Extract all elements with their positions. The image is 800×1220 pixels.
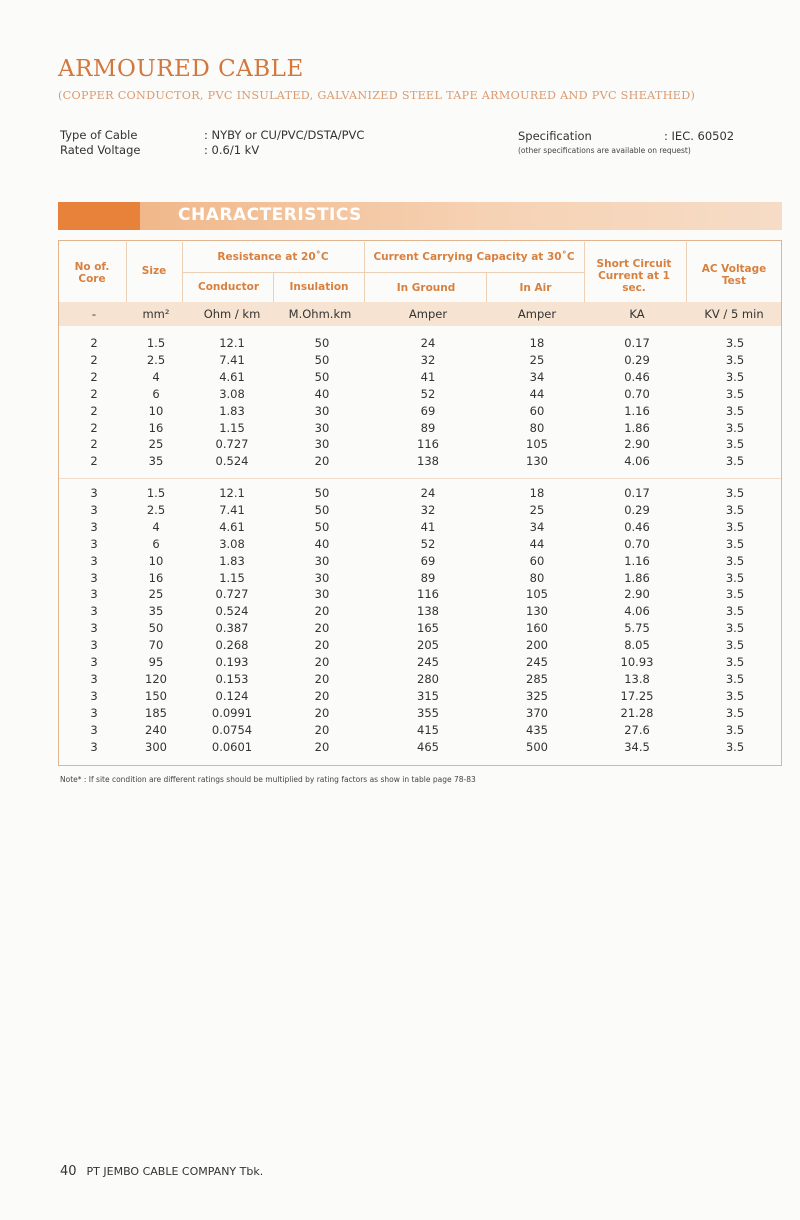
- cell-in-ground: 24: [420, 336, 436, 350]
- cell-size: 35: [148, 604, 164, 619]
- cell-in-ground: 69: [420, 403, 436, 418]
- cell-in-air: 60: [529, 403, 545, 418]
- cell-in-ground: 355: [417, 705, 439, 720]
- cell-insulation: 50: [314, 369, 330, 384]
- cell-no-core: 3: [90, 671, 98, 686]
- cell-ac-voltage: 3.5: [725, 502, 745, 517]
- cell-short-circuit: 5.75: [624, 621, 650, 636]
- cell-short-circuit: 1.16: [624, 553, 650, 568]
- cell-no-core: 2: [90, 454, 98, 469]
- cell-insulation: 40: [314, 536, 330, 551]
- cell-size: 95: [148, 655, 164, 669]
- cell-in-ground: 32: [420, 502, 436, 517]
- page-footer: [60, 1164, 263, 1179]
- cell-in-ground: 52: [420, 386, 436, 401]
- cell-short-circuit: 0.17: [624, 486, 650, 500]
- cell-size: 1.5: [146, 336, 166, 350]
- cell-conductor: 4.61: [219, 519, 245, 534]
- cell-conductor: 0.193: [215, 655, 249, 669]
- cell-short-circuit: 1.86: [624, 570, 650, 585]
- cell-conductor: 7.41: [219, 352, 245, 367]
- cell-no-core: 3: [90, 587, 98, 602]
- unit-ac-voltage: KV / 5 min: [704, 307, 764, 321]
- cell-conductor: 1.15: [219, 420, 245, 435]
- cell-conductor: 0.524: [215, 604, 249, 619]
- cell-no-core: 3: [90, 638, 98, 653]
- cell-in-ground: 32: [420, 352, 436, 367]
- unit-in-air: Amper: [517, 307, 557, 321]
- cell-size: 4: [152, 519, 160, 534]
- cell-short-circuit: 27.6: [624, 722, 650, 737]
- cell-insulation: 30: [314, 403, 330, 418]
- cell-no-core: 3: [90, 486, 98, 500]
- unit-conductor: Ohm / km: [203, 307, 261, 321]
- cell-no-core: 2: [90, 386, 98, 401]
- unit-insulation: M.Ohm.km: [288, 307, 352, 321]
- cell-size: 1.5: [146, 486, 166, 500]
- cell-insulation: 50: [314, 336, 330, 350]
- cell-in-air: 160: [526, 621, 548, 636]
- cell-short-circuit: 4.06: [624, 454, 650, 469]
- cell-in-ground: 465: [417, 739, 439, 754]
- cell-size: 70: [148, 638, 164, 653]
- cell-ac-voltage: 3.5: [725, 688, 745, 703]
- cell-in-ground: 245: [417, 655, 439, 669]
- cell-no-core: 3: [90, 519, 98, 534]
- cell-short-circuit: 2.90: [624, 587, 650, 602]
- cell-ac-voltage: 3.5: [725, 352, 745, 367]
- cell-in-air: 500: [526, 739, 548, 754]
- cell-size: 150: [145, 688, 167, 703]
- cell-ac-voltage: 3.5: [725, 486, 745, 500]
- type-of-cable-label: Type of Cable: [60, 128, 138, 142]
- cell-short-circuit: 2.90: [624, 437, 650, 452]
- header-size: Size: [141, 265, 167, 277]
- cell-size: 25: [148, 587, 164, 602]
- cell-conductor: 4.61: [219, 369, 245, 384]
- cell-ac-voltage: 3.5: [725, 454, 745, 469]
- cell-in-air: 245: [526, 655, 548, 669]
- cell-no-core: 3: [90, 739, 98, 754]
- cell-in-air: 285: [526, 671, 548, 686]
- cell-conductor: 0.387: [215, 621, 249, 636]
- cell-short-circuit: 34.5: [624, 739, 650, 754]
- characteristics-banner: [58, 202, 782, 230]
- cell-no-core: 2: [90, 420, 98, 435]
- cell-ac-voltage: 3.5: [725, 553, 745, 568]
- cell-short-circuit: 1.16: [624, 403, 650, 418]
- cell-short-circuit: 10.93: [620, 655, 654, 669]
- cell-conductor: 0.0601: [211, 739, 253, 754]
- specification-note: (other specifications are available on request): [518, 146, 691, 155]
- cell-no-core: 3: [90, 553, 98, 568]
- cell-conductor: 12.1: [219, 336, 245, 350]
- unit-size: mm²: [142, 307, 170, 321]
- cell-size: 16: [148, 420, 164, 435]
- cell-no-core: 3: [90, 722, 98, 737]
- cell-short-circuit: 21.28: [620, 705, 654, 720]
- cell-insulation: 50: [314, 519, 330, 534]
- cell-in-air: 60: [529, 553, 545, 568]
- cell-short-circuit: 0.70: [624, 386, 650, 401]
- cell-conductor: 0.0991: [211, 705, 253, 720]
- cell-ac-voltage: 3.5: [725, 604, 745, 619]
- cell-conductor: 0.124: [215, 688, 249, 703]
- cell-insulation: 20: [314, 655, 330, 669]
- header-current-capacity: Current Carrying Capacity at 30˚C: [373, 251, 575, 263]
- cell-insulation: 20: [314, 705, 330, 720]
- cell-in-air: 44: [529, 386, 545, 401]
- cell-no-core: 3: [90, 621, 98, 636]
- cell-conductor: 0.268: [215, 638, 249, 653]
- cell-size: 4: [152, 369, 160, 384]
- cell-in-ground: 415: [417, 722, 439, 737]
- cell-in-ground: 116: [417, 437, 439, 452]
- cell-in-air: 44: [529, 536, 545, 551]
- cell-size: 2.5: [146, 502, 166, 517]
- cell-ac-voltage: 3.5: [725, 671, 745, 686]
- cell-insulation: 20: [314, 604, 330, 619]
- cell-conductor: 0.727: [215, 437, 249, 452]
- cell-no-core: 3: [90, 536, 98, 551]
- cell-ac-voltage: 3.5: [725, 739, 745, 754]
- cell-short-circuit: 17.25: [620, 688, 654, 703]
- cell-insulation: 30: [314, 437, 330, 452]
- cell-size: 2.5: [146, 352, 166, 367]
- cell-ac-voltage: 3.5: [725, 536, 745, 551]
- cell-ac-voltage: 3.5: [725, 437, 745, 452]
- page-subtitle: (COPPER CONDUCTOR, PVC INSULATED, GALVANIZED STEEL TAPE ARMOURED AND PVC SHEATHED): [58, 89, 696, 102]
- page-title: ARMOURED CABLE: [58, 56, 304, 82]
- cell-in-air: 325: [526, 688, 548, 703]
- cell-in-ground: 138: [417, 454, 439, 469]
- cell-insulation: 30: [314, 570, 330, 585]
- column-divider: [686, 242, 687, 302]
- cell-in-air: 370: [526, 705, 548, 720]
- cell-conductor: 3.08: [219, 536, 245, 551]
- cell-conductor: 0.524: [215, 454, 249, 469]
- cell-no-core: 3: [90, 705, 98, 720]
- cell-insulation: 50: [314, 352, 330, 367]
- cell-ac-voltage: 3.5: [725, 621, 745, 636]
- cell-in-ground: 52: [420, 536, 436, 551]
- cell-in-air: 34: [529, 519, 545, 534]
- header-in-air: In Air: [519, 282, 552, 294]
- cell-ac-voltage: 3.5: [725, 655, 745, 669]
- cell-ac-voltage: 3.5: [725, 705, 745, 720]
- cell-in-air: 18: [529, 486, 545, 500]
- cell-in-ground: 69: [420, 553, 436, 568]
- cell-insulation: 20: [314, 621, 330, 636]
- header-short-circuit: Short Circuit Current at 1 sec.: [596, 258, 672, 294]
- specification-label: Specification: [518, 129, 592, 143]
- cell-insulation: 20: [314, 722, 330, 737]
- unit-in-ground: Amper: [408, 307, 448, 321]
- cell-in-air: 80: [529, 420, 545, 435]
- cell-short-circuit: 0.29: [624, 352, 650, 367]
- cell-ac-voltage: 3.5: [725, 519, 745, 534]
- header-ac-voltage: AC Voltage Test: [701, 263, 767, 287]
- cell-short-circuit: 0.17: [624, 336, 650, 350]
- cell-ac-voltage: 3.5: [725, 336, 745, 350]
- cell-conductor: 0.153: [215, 671, 249, 686]
- cell-ac-voltage: 3.5: [725, 369, 745, 384]
- cell-no-core: 3: [90, 502, 98, 517]
- cell-in-air: 25: [529, 352, 545, 367]
- cell-in-air: 105: [526, 437, 548, 452]
- rated-voltage-label: Rated Voltage: [60, 143, 141, 157]
- cell-ac-voltage: 3.5: [725, 638, 745, 653]
- cell-size: 10: [148, 403, 164, 418]
- company-name: PT JEMBO CABLE COMPANY Tbk.: [86, 1165, 264, 1178]
- cell-in-ground: 205: [417, 638, 439, 653]
- unit-no-core: -: [91, 307, 97, 321]
- cell-in-air: 18: [529, 336, 545, 350]
- cell-in-ground: 280: [417, 671, 439, 686]
- column-divider: [126, 242, 127, 302]
- header-conductor: Conductor: [197, 281, 260, 293]
- cell-insulation: 20: [314, 671, 330, 686]
- cell-conductor: 3.08: [219, 386, 245, 401]
- cell-insulation: 50: [314, 486, 330, 500]
- header-resistance: Resistance at 20˚C: [217, 251, 329, 263]
- cell-in-air: 130: [526, 454, 548, 469]
- cell-short-circuit: 13.8: [624, 671, 650, 686]
- cell-insulation: 30: [314, 553, 330, 568]
- cell-no-core: 3: [90, 604, 98, 619]
- cell-ac-voltage: 3.5: [725, 420, 745, 435]
- cell-in-ground: 41: [420, 369, 436, 384]
- cell-short-circuit: 8.05: [624, 638, 650, 653]
- column-divider: [584, 242, 585, 302]
- cell-in-ground: 89: [420, 420, 436, 435]
- banner-label: CHARACTERISTICS: [178, 205, 362, 225]
- cell-in-ground: 89: [420, 570, 436, 585]
- cell-in-air: 435: [526, 722, 548, 737]
- unit-short-circuit: KA: [629, 307, 645, 321]
- cell-in-air: 130: [526, 604, 548, 619]
- cell-in-air: 105: [526, 587, 548, 602]
- cell-short-circuit: 1.86: [624, 420, 650, 435]
- cell-conductor: 1.83: [219, 403, 245, 418]
- cell-insulation: 50: [314, 502, 330, 517]
- cell-size: 25: [148, 437, 164, 452]
- cell-insulation: 20: [314, 638, 330, 653]
- cell-size: 120: [145, 671, 167, 686]
- cell-ac-voltage: 3.5: [725, 587, 745, 602]
- cell-no-core: 3: [90, 570, 98, 585]
- cell-ac-voltage: 3.5: [725, 570, 745, 585]
- group-separator: [59, 478, 781, 479]
- cell-in-ground: 315: [417, 688, 439, 703]
- cell-in-ground: 24: [420, 486, 436, 500]
- rated-voltage-value: : 0.6/1 kV: [204, 143, 260, 157]
- cell-no-core: 2: [90, 403, 98, 418]
- cell-no-core: 2: [90, 336, 98, 350]
- cell-conductor: 1.83: [219, 553, 245, 568]
- cell-size: 240: [145, 722, 167, 737]
- specification-value: : IEC. 60502: [664, 129, 735, 143]
- page-number: 40: [60, 1164, 77, 1179]
- cell-in-air: 34: [529, 369, 545, 384]
- cell-size: 6: [152, 386, 160, 401]
- cell-ac-voltage: 3.5: [725, 386, 745, 401]
- cell-short-circuit: 0.29: [624, 502, 650, 517]
- header-in-ground: In Ground: [396, 282, 456, 294]
- cell-insulation: 40: [314, 386, 330, 401]
- cell-ac-voltage: 3.5: [725, 722, 745, 737]
- cell-conductor: 1.15: [219, 570, 245, 585]
- cell-size: 16: [148, 570, 164, 585]
- cell-size: 6: [152, 536, 160, 551]
- header-subdivider: [182, 272, 584, 273]
- cell-no-core: 3: [90, 655, 98, 669]
- cell-in-air: 80: [529, 570, 545, 585]
- cell-short-circuit: 0.70: [624, 536, 650, 551]
- cell-conductor: 0.0754: [211, 722, 253, 737]
- cell-short-circuit: 4.06: [624, 604, 650, 619]
- cell-in-ground: 138: [417, 604, 439, 619]
- cell-no-core: 2: [90, 369, 98, 384]
- cell-insulation: 30: [314, 420, 330, 435]
- cell-in-ground: 165: [417, 621, 439, 636]
- cell-conductor: 0.727: [215, 587, 249, 602]
- cell-short-circuit: 0.46: [624, 519, 650, 534]
- type-of-cable-value: : NYBY or CU/PVC/DSTA/PVC: [204, 128, 365, 142]
- cell-in-ground: 116: [417, 587, 439, 602]
- cell-ac-voltage: 3.5: [725, 403, 745, 418]
- cell-insulation: 20: [314, 454, 330, 469]
- cell-insulation: 20: [314, 688, 330, 703]
- cell-no-core: 2: [90, 352, 98, 367]
- cell-no-core: 3: [90, 688, 98, 703]
- cell-in-ground: 41: [420, 519, 436, 534]
- header-insulation: Insulation: [289, 281, 349, 293]
- table-note: Note* : If site condition are different ratings should be multiplied by rating factors as show in table page 78-83: [60, 775, 476, 784]
- header-no-core: No of. Core: [74, 261, 110, 285]
- cell-in-air: 25: [529, 502, 545, 517]
- cell-in-air: 200: [526, 638, 548, 653]
- cell-conductor: 12.1: [219, 486, 245, 500]
- cell-size: 300: [145, 739, 167, 754]
- cell-insulation: 30: [314, 587, 330, 602]
- banner-accent-block: [58, 202, 140, 230]
- cell-size: 185: [145, 705, 167, 720]
- cell-size: 35: [148, 454, 164, 469]
- cell-conductor: 7.41: [219, 502, 245, 517]
- cell-short-circuit: 0.46: [624, 369, 650, 384]
- cell-no-core: 2: [90, 437, 98, 452]
- cell-size: 10: [148, 553, 164, 568]
- cell-insulation: 20: [314, 739, 330, 754]
- cell-size: 50: [148, 621, 164, 636]
